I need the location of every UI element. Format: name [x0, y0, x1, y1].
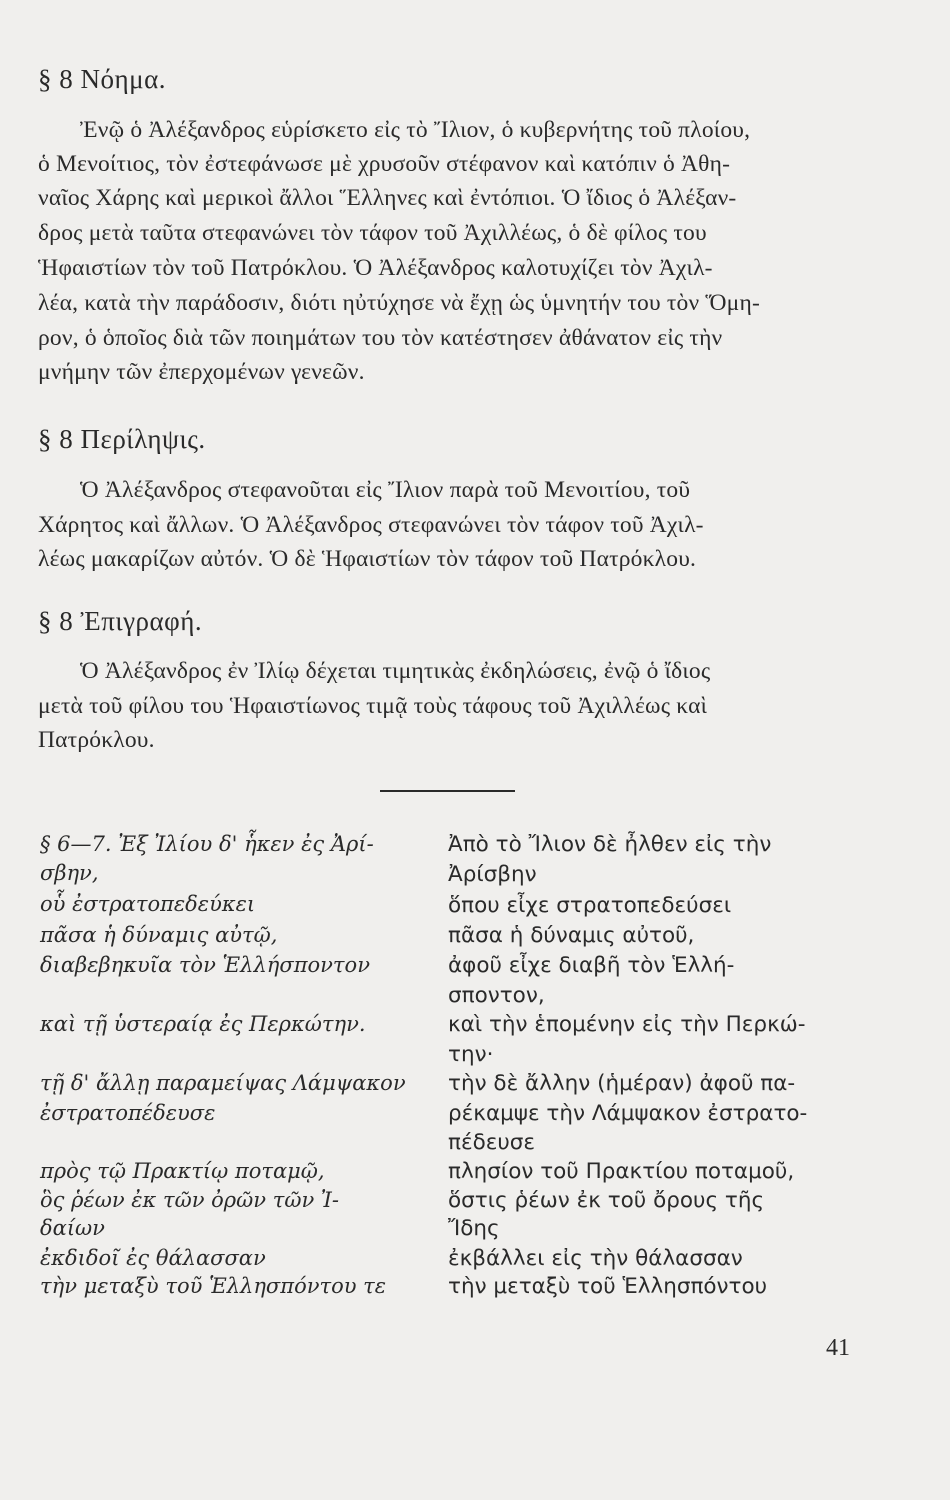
translation-line-15: ἐκβάλλει εἰς τὴν θάλασσαν	[448, 1246, 743, 1271]
translation-line-13: ὅστις ῥέων ἐκ τοῦ ὄρους τῆς	[448, 1188, 765, 1213]
section-heading-perilipsis: § 8 Περίληψις.	[38, 424, 206, 454]
noima-line-6: λέα, κατὰ τὴν παράδοσιν, διότι ηὐτύχησε νὰ ἔχῃ ὡς ὑμνητήν του τὸν Ὅμη-	[38, 290, 760, 316]
noima-line-4: δρος μετὰ ταῦτα στεφανώνει τὸν τάφον τοῦ Ἀχιλλέως, ὁ δὲ φίλος του	[38, 220, 707, 246]
translation-line-4: πᾶσα ἡ δύναμις αὐτοῦ,	[448, 923, 695, 948]
perilipsis-line-1: Ὁ Ἀλέξανδρος στεφανοῦται εἰς Ἴλιον παρὰ τοῦ Μενοιτίου, τοῦ	[80, 477, 691, 503]
translation-line-3: ὅπου εἶχε στρατοπεδεύσει	[448, 893, 732, 918]
section-divider	[380, 790, 515, 792]
original-line-7: τῇ δ' ἄλλῃ παραμείψας Λάμψακον	[40, 1071, 406, 1095]
section-heading-epigrafi: § 8 Ἐπιγραφή.	[38, 606, 203, 636]
original-line-5: διαβεβηκυῖα τὸν Ἑλλήσποντον	[40, 953, 370, 977]
noima-line-3: ναῖος Χάρης καὶ μερικοὶ ἄλλοι Ἕλληνες καὶ ἐντόπιοι. Ὁ ἴδιος ὁ Ἀλέξαν-	[38, 185, 737, 211]
noima-line-7: ρον, ὁ ὁποῖος διὰ τῶν ποιημάτων του τὸν κατέστησεν ἀθάνατον εἰς τὴν	[38, 325, 723, 351]
original-line-8: ἐστρατοπέδευσε	[40, 1101, 216, 1125]
original-line-3: οὗ ἐστρατοπεδεύκει	[40, 892, 256, 916]
perilipsis-line-3: λέως μακαρίζων αὐτόν. Ὁ δὲ Ἡφαιστίων τὸν τάφον τοῦ Πατρόκλου.	[38, 546, 697, 572]
original-line-10: ὃς ῥέων ἐκ τῶν ὀρῶν τῶν Ἰ-	[40, 1188, 339, 1212]
original-line-13: τὴν μεταξὺ τοῦ Ἑλλησπόντου τε	[40, 1274, 387, 1298]
translation-line-11: πέδευσε	[448, 1130, 536, 1155]
translation-line-10: ρέκαμψε τὴν Λάμψακον ἐστρατο-	[448, 1101, 808, 1126]
translation-line-7: καὶ τὴν ἑπομένην εἰς τὴν Περκώ-	[448, 1012, 806, 1037]
epigrafi-line-1: Ὁ Ἀλέξανδρος ἐν Ἰλίῳ δέχεται τιμητικὰς ἐκδηλώσεις, ἐνῷ ὁ ἴδιος	[80, 658, 711, 684]
noima-line-2: ὁ Μενοίτιος, τὸν ἐστεφάνωσε μὲ χρυσοῦν στέφανον καὶ κατόπιν ὁ Ἀθη-	[38, 151, 731, 177]
original-line-12: ἐκδιδοῖ ἐς θάλασσαν	[40, 1246, 266, 1270]
perilipsis-line-2: Χάρητος καὶ ἄλλων. Ὁ Ἀλέξανδρος στεφανώνει τὸν τάφον τοῦ Ἀχιλ-	[38, 512, 704, 538]
original-line-1: § 6—7. Ἐξ Ἰλίου δ' ἧκεν ἐς Ἀρί-	[40, 832, 374, 856]
translation-line-9: τὴν δὲ ἄλλην (ἡμέραν) ἀφοῦ πα-	[448, 1071, 796, 1096]
epigrafi-line-3: Πατρόκλου.	[38, 727, 155, 753]
noima-line-5: Ἡφαιστίων τὸν τοῦ Πατρόκλου. Ὁ Ἀλέξανδρος καλοτυχίζει τὸν Ἀχιλ-	[38, 255, 713, 281]
translation-line-1: Ἀπὸ τὸ Ἴλιον δὲ ἦλθεν εἰς τὴν	[448, 832, 772, 857]
original-line-11: δαίων	[40, 1216, 105, 1240]
translation-line-16: τὴν μεταξὺ τοῦ Ἑλλησπόντου	[448, 1274, 768, 1299]
noima-line-8: μνήμην τῶν ἐπερχομένων γενεῶν.	[38, 359, 365, 385]
page-number: 41	[826, 1335, 850, 1361]
original-line-9: πρὸς τῷ Πρακτίῳ ποταμῷ,	[40, 1159, 325, 1183]
original-line-4: πᾶσα ἡ δύναμις αὐτῷ,	[40, 923, 278, 947]
section-heading-noima: § 8 Νόημα.	[38, 64, 166, 94]
translation-line-8: την·	[448, 1042, 494, 1067]
original-line-6: καὶ τῇ ὑστεραίᾳ ἐς Περκώτην.	[40, 1012, 366, 1036]
noima-line-1: Ἐνῷ ὁ Ἀλέξανδρος εὑρίσκετο εἰς τὸ Ἴλιον, ὁ κυβερνήτης τοῦ πλοίου,	[80, 117, 751, 143]
original-line-2: σβην,	[40, 861, 99, 885]
translation-line-6: σποντον,	[448, 983, 545, 1008]
translation-line-2: Ἀρίσβην	[448, 862, 537, 887]
translation-line-12: πλησίον τοῦ Πρακτίου ποταμοῦ,	[448, 1159, 795, 1184]
epigrafi-line-2: μετὰ τοῦ φίλου του Ἡφαιστίωνος τιμᾷ τοὺς τάφους τοῦ Ἀχιλλέως καὶ	[38, 693, 708, 719]
translation-line-14: Ἴδης	[448, 1216, 500, 1241]
translation-line-5: ἀφοῦ εἶχε διαβῆ τὸν Ἑλλή-	[448, 953, 735, 978]
